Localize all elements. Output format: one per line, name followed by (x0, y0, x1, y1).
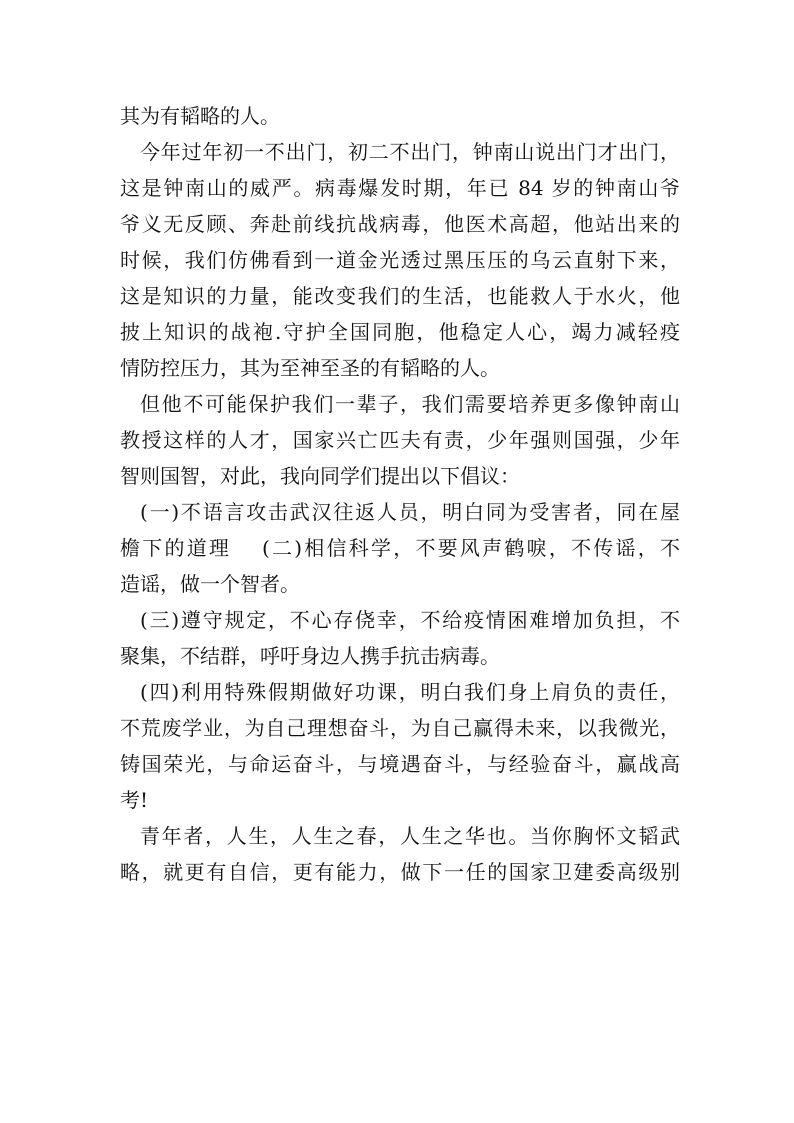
text-line: 檐下的道理 (二)相信科学，不要风声鹤唳，不传谣，不 (120, 536, 680, 560)
paragraph-7 (120, 818, 680, 890)
text-line: 考! (120, 788, 149, 812)
document-body (120, 98, 680, 890)
text-line: 聚集，不结群，呼吁身边人携手抗击病毒。 (120, 644, 500, 668)
text-line: 铸国荣光，与命运奋斗，与境遇奋斗，与经验奋斗，赢战高 (120, 752, 680, 776)
text-line: 披上知识的战袍.守护全国同胞，他稳定人心，竭力减轻疫 (120, 320, 680, 344)
paragraph-3 (120, 386, 680, 494)
text-line: 不荒废学业，为自己理想奋斗，为自己赢得未来，以我微光， (120, 716, 680, 740)
paragraph-1 (120, 98, 680, 134)
paragraph-2 (120, 134, 680, 386)
paragraph-4 (120, 494, 680, 602)
text-line: (四)利用特殊假期做好功课，明白我们身上肩负的责任， (140, 680, 680, 704)
text-line: 时候，我们仿佛看到一道金光透过黑压压的乌云直射下来， (120, 248, 680, 272)
paragraph-6 (120, 674, 680, 818)
text-line: 这是钟南山的威严。病毒爆发时期，年已 84 岁的钟南山爷 (120, 176, 680, 200)
paragraph-5 (120, 602, 680, 674)
text-line: (一)不语言攻击武汉往返人员，明白同为受害者，同在屋 (140, 500, 680, 524)
text-line: 情防控压力，其为至神至圣的有韬略的人。 (120, 356, 500, 380)
text-line: 今年过年初一不出门，初二不出门，钟南山说出门才出门， (140, 140, 680, 164)
text-line: (三)遵守规定，不心存侥幸，不给疫情困难增加负担，不 (140, 608, 680, 632)
text-line: 智则国智，对此，我向同学们提出以下倡议： (120, 464, 520, 488)
text-line: 这是知识的力量，能改变我们的生活，也能救人于水火，他 (120, 284, 680, 308)
text-line: 其为有韬略的人。 (120, 104, 280, 128)
text-line: 造谣，做一个智者。 (120, 572, 300, 596)
text-line: 但他不可能保护我们一辈子，我们需要培养更多像钟南山 (140, 392, 680, 416)
text-line: 爷义无反顾、奔赴前线抗战病毒，他医术高超，他站出来的 (120, 212, 680, 236)
text-line: 青年者，人生，人生之春，人生之华也。当你胸怀文韬武 (140, 824, 680, 848)
text-line: 略，就更有自信，更有能力，做下一任的国家卫建委高级别 (120, 860, 680, 884)
text-line: 教授这样的人才，国家兴亡匹夫有责，少年强则国强，少年 (120, 428, 680, 452)
